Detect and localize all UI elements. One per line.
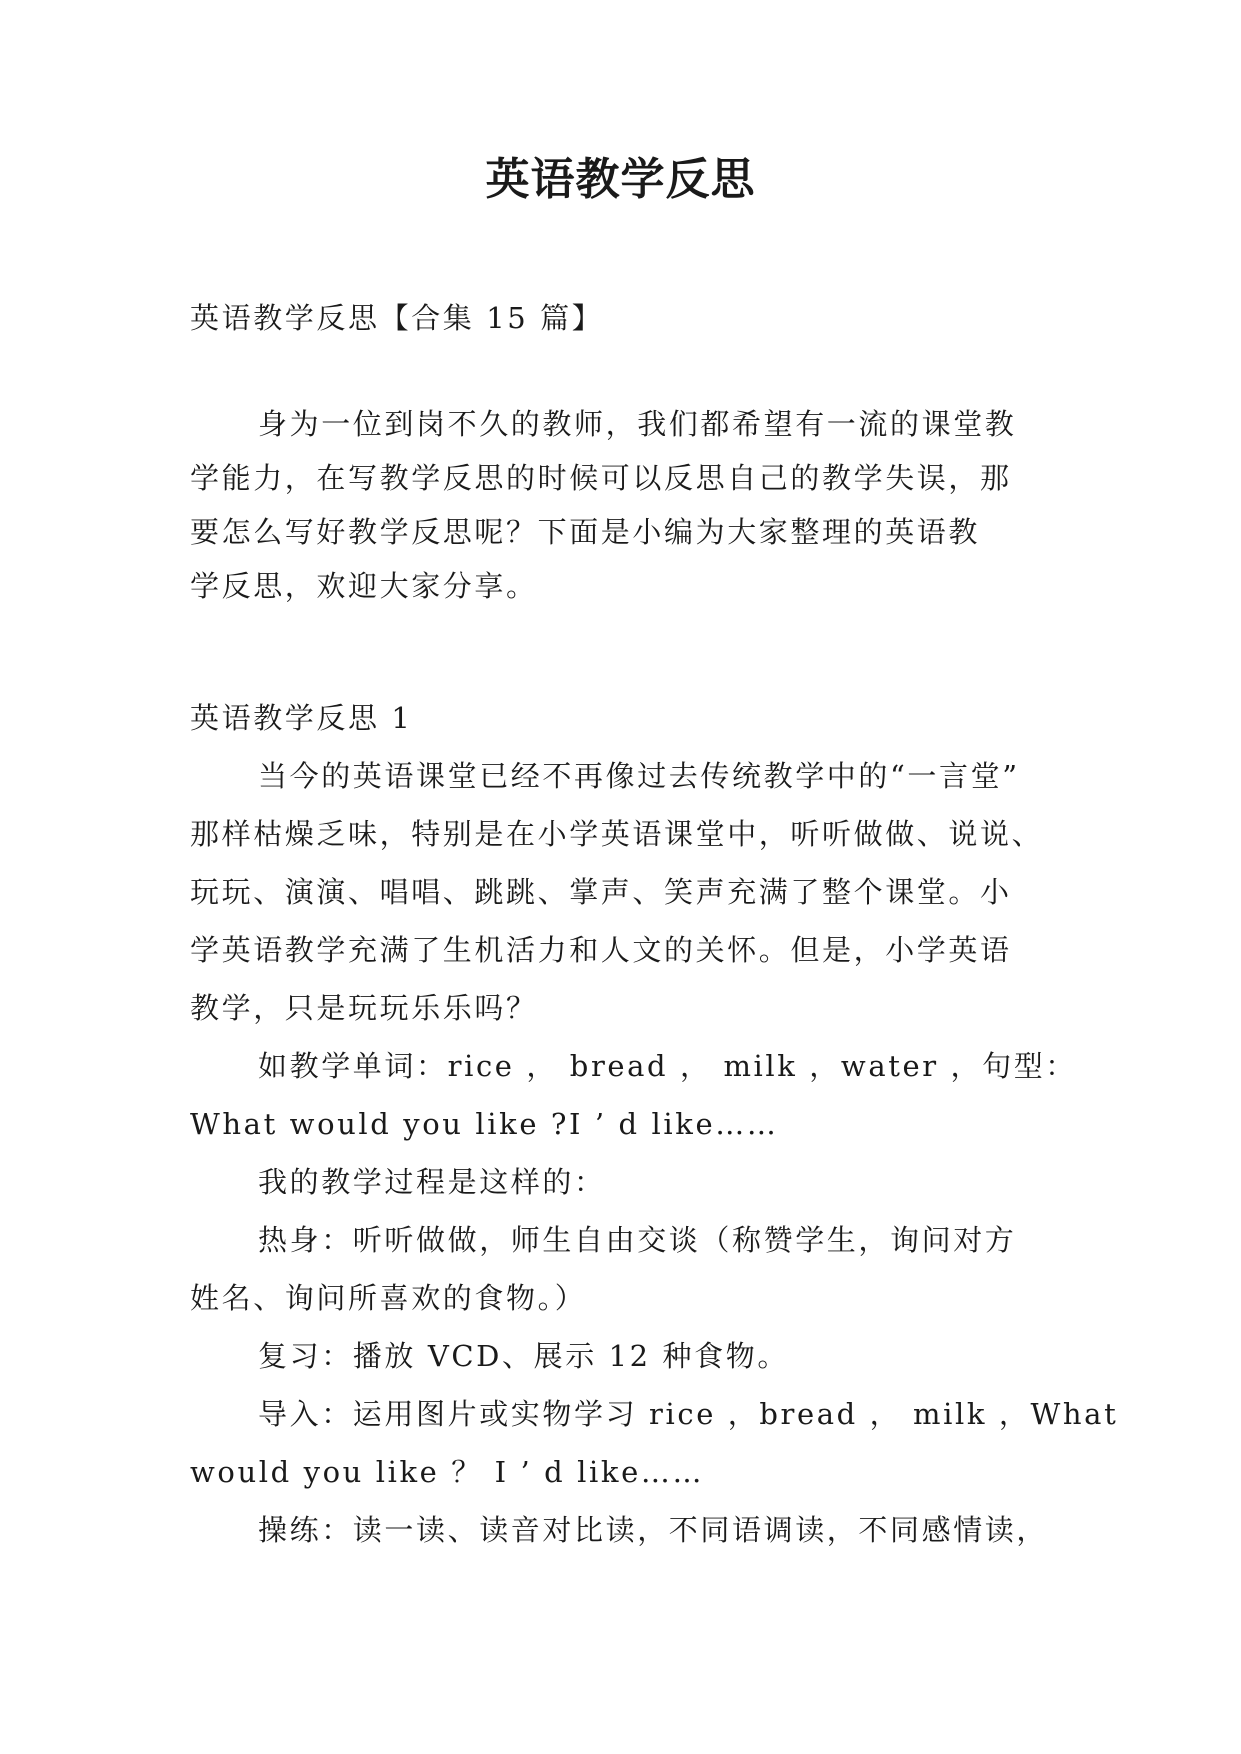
document-title: 英语教学反思 xyxy=(485,154,756,205)
intro-line: 身为一位到岗不久的教师，我们都希望有一流的课堂教 xyxy=(258,407,1017,441)
body-line: 导入：运用图片或实物学习 rice ，bread ， milk ，What xyxy=(258,1397,1119,1431)
body-line: 热身：听听做做，师生自由交谈（称赞学生，询问对方 xyxy=(258,1223,1017,1257)
body-line: What would you like ?I ’ d like…… xyxy=(190,1107,779,1141)
body-line: 学英语教学充满了生机活力和人文的关怀。但是，小学英语 xyxy=(190,933,1012,967)
body-line: 我的教学过程是这样的： xyxy=(258,1165,606,1199)
body-line: 复习：播放 VCD、展示 12 种食物。 xyxy=(258,1339,789,1373)
document-subtitle: 英语教学反思【合集 15 篇】 xyxy=(190,301,604,335)
body-line: 操练：读一读、读音对比读，不同语调读，不同感情读， xyxy=(258,1513,1049,1547)
intro-line: 学反思，欢迎大家分享。 xyxy=(190,569,538,603)
body-line: 玩玩、演演、唱唱、跳跳、掌声、笑声充满了整个课堂。小 xyxy=(190,875,1012,909)
body-line: 教学，只是玩玩乐乐吗？ xyxy=(190,991,538,1025)
intro-line: 要怎么写好教学反思呢？下面是小编为大家整理的英语教 xyxy=(190,515,981,549)
body-line: 当今的英语课堂已经不再像过去传统教学中的“一言堂” xyxy=(258,759,1020,793)
section-heading: 英语教学反思 1 xyxy=(190,701,413,735)
body-line: 如教学单词：rice ， bread ， milk ，water ，句型： xyxy=(258,1049,1077,1083)
intro-line: 学能力，在写教学反思的时候可以反思自己的教学失误，那 xyxy=(190,461,1012,495)
body-line: 那样枯燥乏味，特别是在小学英语课堂中，听听做做、说说、 xyxy=(190,817,1044,851)
body-line: would you like ？ I ’ d like…… xyxy=(190,1455,705,1489)
body-line: 姓名、询问所喜欢的食物。） xyxy=(190,1281,587,1315)
